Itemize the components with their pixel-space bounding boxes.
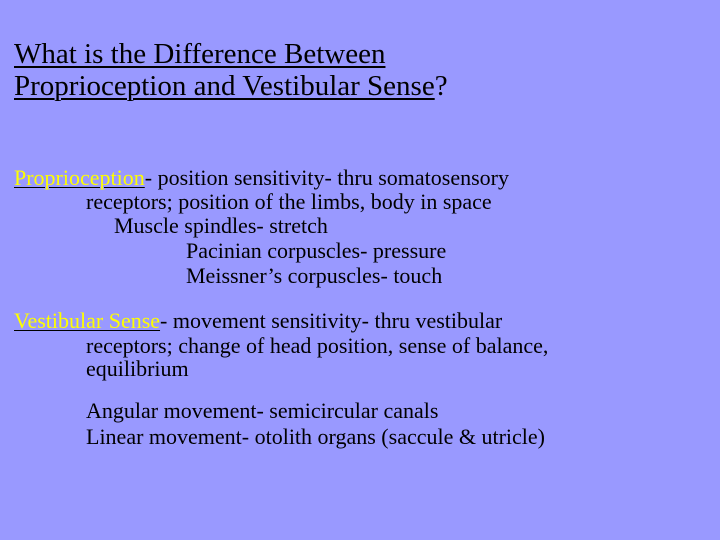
title-question-mark: ? xyxy=(434,70,448,102)
angular-movement-item: Angular movement- semicircular canals xyxy=(86,398,439,423)
pacinian-corpuscles-item: Pacinian corpuscles- pressure xyxy=(186,238,447,263)
proprioception-definition-line-2: receptors; position of the limbs, body in space xyxy=(86,189,492,214)
linear-movement-item: Linear movement- otolith organs (saccule & utricle) xyxy=(86,424,545,449)
vestibular-definition-line-2: receptors; change of head position, sense of balance, xyxy=(86,333,549,358)
vestibular-term: Vestibular Sense xyxy=(14,308,161,333)
title-line-1: What is the Difference Between xyxy=(14,38,386,70)
vestibular-definition-line-3: equilibrium xyxy=(86,356,189,381)
title-line-2: Proprioception and Vestibular Sense xyxy=(14,70,435,102)
proprioception-term: Proprioception xyxy=(14,165,145,190)
vestibular-line-1-rest: - movement sensitivity- thru vestibular xyxy=(160,308,503,333)
proprioception-line-1-rest: - position sensitivity- thru somatosensory xyxy=(144,165,509,190)
proprioception-definition-line-1 xyxy=(14,166,509,190)
muscle-spindles-item: Muscle spindles- stretch xyxy=(114,213,328,238)
meissner-corpuscles-item: Meissner’s corpuscles- touch xyxy=(186,263,443,288)
slide-title xyxy=(14,38,704,102)
vestibular-definition-line-1 xyxy=(14,309,502,333)
